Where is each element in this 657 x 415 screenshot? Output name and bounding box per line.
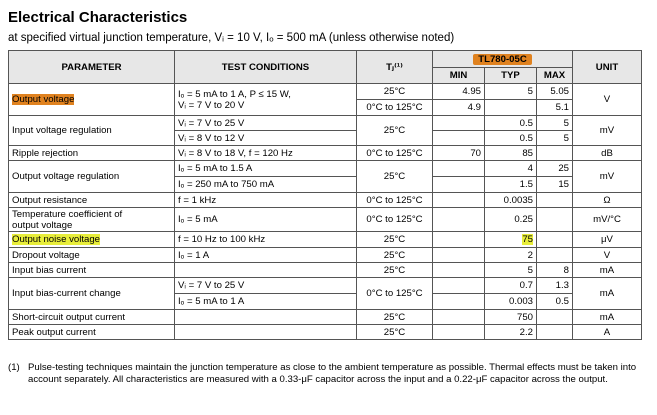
- param-line: output voltage: [12, 219, 73, 231]
- header-unit: UNIT: [573, 51, 642, 84]
- unit-cell: V: [573, 84, 642, 116]
- table-row: [9, 146, 642, 161]
- max-cell: [537, 232, 573, 248]
- max-cell: 0.5: [537, 294, 573, 310]
- param-cell: Dropout voltage: [9, 248, 175, 263]
- typ-cell: 5: [485, 84, 537, 100]
- section-subtitle: at specified virtual junction temperature, Vᵢ = 10 V, Iₒ = 500 mA (unless otherwise noted): [8, 32, 455, 44]
- condition-cell: Iₒ = 5 mA to 1.5 A: [175, 161, 357, 177]
- typ-cell: 85: [485, 146, 537, 161]
- min-cell: 70: [433, 146, 485, 161]
- tj-cell: 0°C to 125°C: [357, 193, 433, 208]
- min-cell: [433, 263, 485, 278]
- tj-cell: 25°C: [357, 84, 433, 100]
- condition-cell: f = 1 kHz: [175, 193, 357, 208]
- unit-cell: mA: [573, 278, 642, 310]
- min-cell: [433, 278, 485, 294]
- tj-cell: 25°C: [357, 232, 433, 248]
- min-cell: [433, 232, 485, 248]
- param-cell: Output resistance: [9, 193, 175, 208]
- condition-cell: Iₒ = 5 mA: [175, 208, 357, 232]
- table-row: [9, 193, 642, 208]
- typ-cell: 5: [485, 263, 537, 278]
- unit-cell: μV: [573, 232, 642, 248]
- header-min: MIN: [433, 68, 485, 84]
- param-cell: [9, 232, 175, 248]
- header-part-number: [433, 51, 573, 68]
- table-row: [9, 232, 642, 248]
- max-cell: 1.3: [537, 278, 573, 294]
- tj-cell: 0°C to 125°C: [357, 146, 433, 161]
- unit-cell: V: [573, 248, 642, 263]
- min-cell: [433, 161, 485, 177]
- min-cell: [433, 325, 485, 340]
- table-row: [9, 161, 642, 177]
- tj-cell: 25°C: [357, 325, 433, 340]
- param-cell: Output voltage regulation: [9, 161, 175, 193]
- typ-cell: [485, 232, 537, 248]
- typ-cell: 750: [485, 310, 537, 325]
- header-parameter: PARAMETER: [9, 51, 175, 84]
- header-max: MAX: [537, 68, 573, 84]
- tj-cell: 0°C to 125°C: [357, 208, 433, 232]
- output-voltage-label: Output voltage: [12, 94, 75, 105]
- table-row: [9, 208, 642, 232]
- max-cell: 5.05: [537, 84, 573, 100]
- unit-cell: mV: [573, 161, 642, 193]
- electrical-characteristics-table: [8, 50, 642, 340]
- min-cell: [433, 310, 485, 325]
- max-cell: 25: [537, 161, 573, 177]
- condition-cell: Vᵢ = 7 V to 25 V: [175, 116, 357, 131]
- unit-cell: Ω: [573, 193, 642, 208]
- header-tj: Tⱼ⁽¹⁾: [357, 51, 433, 84]
- footnote: [8, 362, 643, 385]
- part-number-badge: TL780-05C: [473, 54, 532, 65]
- footnote-text: Pulse-testing techniques maintain the junction temperature as close to the ambient temperature as possible. Thermal effects must be taken into account separately. All characteristics are measured with a 0.33-μF capacitor across the input and a 0.22-μF capacitor across the output.: [28, 362, 637, 385]
- max-cell: [537, 193, 573, 208]
- max-cell: 15: [537, 177, 573, 193]
- typ-cell: 0.003: [485, 294, 537, 310]
- typ-cell: [485, 100, 537, 116]
- typ-cell: 0.25: [485, 208, 537, 232]
- section-title: Electrical Characteristics: [8, 9, 188, 26]
- table-row: [9, 278, 642, 294]
- table-row: [9, 325, 642, 340]
- param-cell: [9, 208, 175, 232]
- table-row: [9, 84, 642, 100]
- min-cell: 4.95: [433, 84, 485, 100]
- condition-line: Iₒ = 5 mA to 1 A, P ≤ 15 W,: [178, 88, 291, 100]
- unit-cell: mV/°C: [573, 208, 642, 232]
- unit-cell: mV: [573, 116, 642, 146]
- tj-cell: 25°C: [357, 263, 433, 278]
- typ-cell: 0.5: [485, 131, 537, 146]
- header-typ: TYP: [485, 68, 537, 84]
- table-row: [9, 248, 642, 263]
- min-cell: [433, 208, 485, 232]
- min-cell: [433, 248, 485, 263]
- max-cell: 5: [537, 116, 573, 131]
- typ-cell: 0.0035: [485, 193, 537, 208]
- min-cell: 4.9: [433, 100, 485, 116]
- param-line: Temperature coefficient of: [12, 208, 123, 220]
- typ-cell: 1.5: [485, 177, 537, 193]
- condition-cell: [175, 310, 357, 325]
- tj-cell: 25°C: [357, 116, 433, 146]
- unit-cell: mA: [573, 310, 642, 325]
- table-row: [9, 116, 642, 131]
- tj-cell: 0°C to 125°C: [357, 278, 433, 310]
- tj-cell: 25°C: [357, 161, 433, 193]
- typ-cell: 4: [485, 161, 537, 177]
- param-cell: Short-circuit output current: [9, 310, 175, 325]
- table-header-row: [9, 51, 642, 68]
- condition-cell: f = 10 Hz to 100 kHz: [175, 232, 357, 248]
- condition-cell: Vᵢ = 7 V to 25 V: [175, 278, 357, 294]
- min-cell: [433, 131, 485, 146]
- unit-cell: dB: [573, 146, 642, 161]
- output-noise-voltage-label: Output noise voltage: [12, 234, 101, 245]
- condition-cell: [175, 263, 357, 278]
- typ-cell: 0.5: [485, 116, 537, 131]
- condition-cell: Vᵢ = 8 V to 18 V, f = 120 Hz: [175, 146, 357, 161]
- tj-cell: 25°C: [357, 248, 433, 263]
- max-cell: [537, 146, 573, 161]
- typ-cell: 0.7: [485, 278, 537, 294]
- unit-cell: mA: [573, 263, 642, 278]
- param-cell: Input bias current: [9, 263, 175, 278]
- typ-cell: 2: [485, 248, 537, 263]
- condition-cell: Iₒ = 5 mA to 1 A: [175, 294, 357, 310]
- unit-cell: A: [573, 325, 642, 340]
- max-cell: 5: [537, 131, 573, 146]
- typ-cell: 2.2: [485, 325, 537, 340]
- max-cell: [537, 325, 573, 340]
- footnote-number: (1): [8, 362, 20, 373]
- header-test-conditions: TEST CONDITIONS: [175, 51, 357, 84]
- param-cell: Input bias-current change: [9, 278, 175, 310]
- min-cell: [433, 193, 485, 208]
- tj-cell: 25°C: [357, 310, 433, 325]
- param-cell: [9, 84, 175, 116]
- min-cell: [433, 177, 485, 193]
- table-row: [9, 263, 642, 278]
- condition-cell: Iₒ = 250 mA to 750 mA: [175, 177, 357, 193]
- tj-cell: 0°C to 125°C: [357, 100, 433, 116]
- max-cell: 8: [537, 263, 573, 278]
- condition-cell: [175, 325, 357, 340]
- param-cell: Ripple rejection: [9, 146, 175, 161]
- max-cell: [537, 248, 573, 263]
- min-cell: [433, 116, 485, 131]
- noise-typ-value: 75: [522, 234, 533, 245]
- param-cell: Input voltage regulation: [9, 116, 175, 146]
- max-cell: [537, 310, 573, 325]
- min-cell: [433, 294, 485, 310]
- param-cell: Peak output current: [9, 325, 175, 340]
- condition-line: Vᵢ = 7 V to 20 V: [178, 99, 245, 111]
- max-cell: [537, 208, 573, 232]
- condition-cell: [175, 84, 357, 116]
- condition-cell: Vᵢ = 8 V to 12 V: [175, 131, 357, 146]
- condition-cell: Iₒ = 1 A: [175, 248, 357, 263]
- table-row: [9, 310, 642, 325]
- max-cell: 5.1: [537, 100, 573, 116]
